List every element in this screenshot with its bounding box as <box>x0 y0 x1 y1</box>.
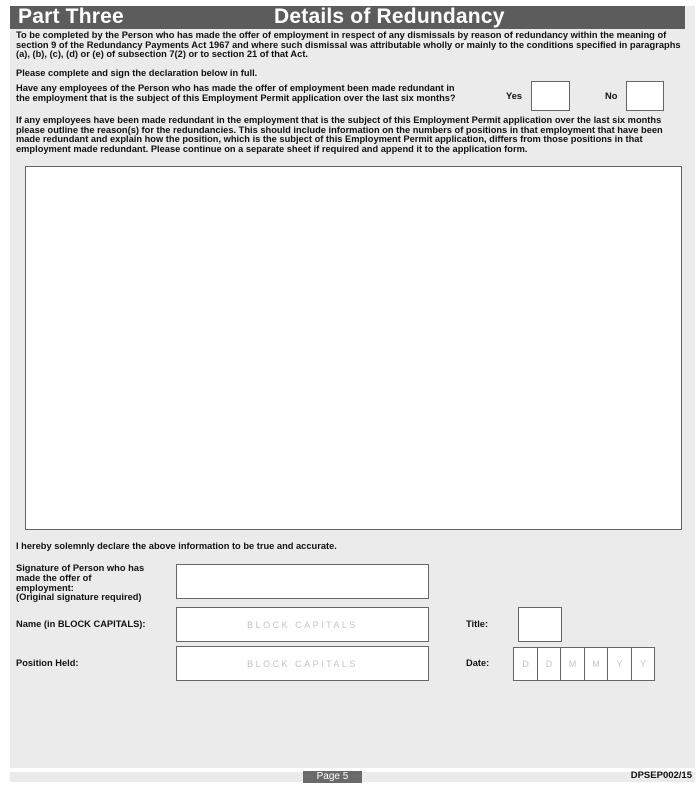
name-label: Name (in BLOCK CAPITALS): <box>16 619 146 629</box>
no-checkbox[interactable] <box>626 81 664 111</box>
explanation-prompt: If any employees have been made redundant in the employment that is the subject of this Employment Permit application over the last six months please outline the reason(s) for the redundancies. This should include information on the numbers of positions in that employment that have been made redundant and explain how the position, which is the subject of this Employment Permit application, differs from those positions in that employment made redundant. Please continue on a separate sheet if required and append it to the application form. <box>16 115 663 154</box>
declaration-text: I hereby solemnly declare the above information to be true and accurate. <box>16 541 337 551</box>
title-label: Title: <box>466 619 489 629</box>
form-code: DPSEP002/15 <box>630 770 692 781</box>
intro-text: To be completed by the Person who has made the offer of employment in respect of any dismissals by reason of redundancy within the meaning of section 9 of the Redundancy Payments Act 1967 and where such dismissal was attributable wholly or mainly to the conditions specified in paragraphs (a), (b), (c), (d) or (e) of subsection 7(2) or to section 21 of that Act. <box>16 30 681 60</box>
signature-label-line: Signature of Person who has <box>16 563 145 573</box>
date-field[interactable] <box>513 647 655 681</box>
instruction-text: Please complete and sign the declaration below in full. <box>16 68 258 78</box>
section-title: Details of Redundancy <box>274 5 505 28</box>
redundancy-details-textarea[interactable] <box>25 166 682 530</box>
yes-label: Yes <box>506 91 523 101</box>
date-cell-month[interactable]: M <box>561 648 585 680</box>
signature-label-line: employment: <box>16 582 74 593</box>
section-header <box>10 6 685 29</box>
date-cell-month[interactable]: M <box>585 648 608 680</box>
yes-checkbox[interactable] <box>531 81 570 111</box>
date-cell-day[interactable]: D <box>514 648 538 680</box>
no-label: No <box>605 91 618 101</box>
date-cell-day[interactable]: D <box>538 648 561 680</box>
name-placeholder: BLOCK CAPITALS <box>247 619 358 630</box>
position-label: Position Held: <box>16 658 79 668</box>
position-placeholder: BLOCK CAPITALS <box>247 658 358 669</box>
page-number: Page 5 <box>303 771 362 783</box>
title-field[interactable] <box>518 607 562 642</box>
signature-label-line: (Original signature required) <box>16 592 142 603</box>
name-field[interactable] <box>176 607 429 642</box>
signature-field[interactable] <box>176 564 429 599</box>
part-label: Part Three <box>18 5 124 28</box>
position-field[interactable] <box>176 646 429 681</box>
date-label: Date: <box>466 658 490 668</box>
date-cell-year[interactable]: Y <box>639 659 646 669</box>
date-cell-year[interactable]: Y <box>608 648 632 680</box>
signature-label <box>16 564 176 603</box>
signature-label-line: made the offer of <box>16 572 92 583</box>
redundancy-question: Have any employees of the Person who has made the offer of employment been made redundant in the employment that is the subject of this Employment Permit application over the last six months? <box>16 83 456 103</box>
